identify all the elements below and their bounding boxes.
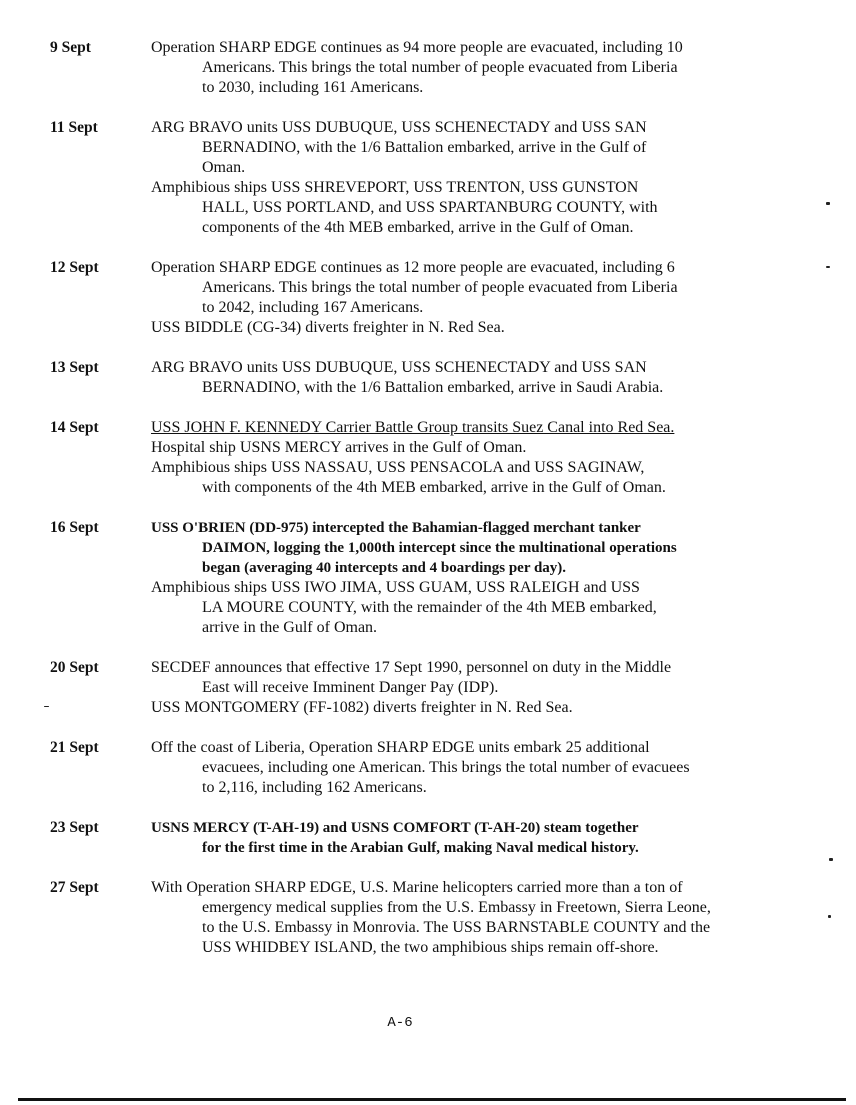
text-line: USS JOHN F. KENNEDY Carrier Battle Group transits Suez Canal into Red Sea.: [151, 419, 675, 436]
text-line: with components of the 4th MEB embarked, arrive in the Gulf of Oman.: [202, 479, 666, 496]
entry-items: [151, 358, 771, 398]
entry-items: [151, 258, 771, 338]
entry-paragraph: [151, 118, 771, 178]
entry-date: 13 Sept: [50, 359, 99, 376]
text-line: USS WHIDBEY ISLAND, the two amphibious ships remain off-shore.: [202, 939, 659, 956]
text-line: Off the coast of Liberia, Operation SHARP EDGE units embark 25 additional: [151, 739, 650, 756]
bottom-rule: [18, 1098, 846, 1101]
entry-date: 23 Sept: [50, 819, 99, 836]
entry-date: 12 Sept: [50, 259, 99, 276]
text-line: USNS MERCY (T-AH-19) and USNS COMFORT (T-AH-20) steam together: [151, 820, 639, 836]
page-number: A-6: [387, 1015, 413, 1031]
text-line: to 2,116, including 162 Americans.: [202, 779, 427, 796]
text-line: ARG BRAVO units USS DUBUQUE, USS SCHENECTADY and USS SAN: [151, 359, 647, 376]
text-line: to 2030, including 161 Americans.: [202, 79, 424, 96]
text-line: LA MOURE COUNTY, with the remainder of the 4th MEB embarked,: [202, 599, 657, 616]
entry-date: 14 Sept: [50, 419, 99, 436]
entry-items: [151, 518, 771, 638]
text-line: With Operation SHARP EDGE, U.S. Marine helicopters carried more than a ton of: [151, 879, 683, 896]
scan-speck: [826, 266, 830, 268]
text-line: SECDEF announces that effective 17 Sept 1990, personnel on duty in the Middle: [151, 659, 672, 676]
entry-items: [151, 738, 771, 798]
text-line: to 2042, including 167 Americans.: [202, 299, 424, 316]
entry-items: [151, 878, 771, 958]
entry-paragraph: [151, 658, 771, 698]
entry-date: 9 Sept: [50, 39, 91, 56]
text-line: arrive in the Gulf of Oman.: [202, 619, 378, 636]
text-line: Amphibious ships USS IWO JIMA, USS GUAM, USS RALEIGH and USS: [151, 579, 640, 596]
entry-paragraph: [151, 738, 771, 798]
text-line: Operation SHARP EDGE continues as 12 more people are evacuated, including 6: [151, 259, 675, 276]
entry-paragraph: [151, 38, 771, 98]
text-line: ARG BRAVO units USS DUBUQUE, USS SCHENECTADY and USS SAN: [151, 119, 647, 136]
scan-speck: [44, 706, 49, 707]
text-line: USS MONTGOMERY (FF-1082) diverts freighter in N. Red Sea.: [151, 699, 573, 716]
scan-speck: [826, 202, 830, 205]
text-line: components of the 4th MEB embarked, arrive in the Gulf of Oman.: [202, 219, 634, 236]
entry-date: 21 Sept: [50, 739, 99, 756]
scan-speck: [828, 915, 831, 918]
entry-paragraph: [151, 458, 771, 498]
text-line: Hospital ship USNS MERCY arrives in the Gulf of Oman.: [151, 439, 527, 456]
text-line: emergency medical supplies from the U.S. Embassy in Freetown, Sierra Leone,: [202, 899, 711, 916]
scan-speck: [829, 858, 833, 861]
entry-items: [151, 38, 771, 98]
entry-items: [151, 418, 771, 498]
entry-paragraph: [151, 818, 771, 858]
text-line: to the U.S. Embassy in Monrovia. The USS BARNSTABLE COUNTY and the: [202, 919, 711, 936]
text-line: Oman.: [202, 159, 246, 176]
entry-paragraph: [151, 518, 771, 578]
text-line: HALL, USS PORTLAND, and USS SPARTANBURG COUNTY, with: [202, 199, 658, 216]
entry-paragraph: [151, 698, 771, 718]
entry-paragraph: [151, 358, 771, 398]
text-line: USS BIDDLE (CG-34) diverts freighter in N. Red Sea.: [151, 319, 505, 336]
entry-items: [151, 118, 771, 238]
text-line: BERNADINO, with the 1/6 Battalion embarked, arrive in Saudi Arabia.: [202, 379, 664, 396]
text-line: for the first time in the Arabian Gulf, making Naval medical history.: [202, 840, 639, 856]
entry-date: 16 Sept: [50, 519, 99, 536]
entry-paragraph: [151, 418, 771, 438]
entry-items: [151, 658, 771, 718]
text-line: DAIMON, logging the 1,000th intercept since the multinational operations: [202, 540, 677, 556]
text-line: East will receive Imminent Danger Pay (IDP).: [202, 679, 499, 696]
text-line: Amphibious ships USS NASSAU, USS PENSACOLA and USS SAGINAW,: [151, 459, 645, 476]
entry-date: 11 Sept: [50, 119, 98, 136]
entry-paragraph: [151, 318, 771, 338]
entry-items: [151, 818, 771, 858]
text-line: Americans. This brings the total number of people evacuated from Liberia: [202, 279, 678, 296]
text-line: began (averaging 40 intercepts and 4 boardings per day).: [202, 560, 567, 576]
entry-paragraph: [151, 438, 771, 458]
text-line: BERNADINO, with the 1/6 Battalion embarked, arrive in the Gulf of: [202, 139, 647, 156]
text-line: Amphibious ships USS SHREVEPORT, USS TRENTON, USS GUNSTON: [151, 179, 639, 196]
entry-paragraph: [151, 578, 771, 638]
entry-paragraph: [151, 878, 771, 958]
entry-paragraph: [151, 258, 771, 318]
entry-paragraph: [151, 178, 771, 238]
entry-date: 20 Sept: [50, 659, 99, 676]
text-line: evacuees, including one American. This brings the total number of evacuees: [202, 759, 690, 776]
text-line: Americans. This brings the total number of people evacuated from Liberia: [202, 59, 678, 76]
text-line: Operation SHARP EDGE continues as 94 more people are evacuated, including 10: [151, 39, 683, 56]
text-line: USS O'BRIEN (DD-975) intercepted the Bahamian-flagged merchant tanker: [151, 520, 641, 536]
entry-date: 27 Sept: [50, 879, 99, 896]
